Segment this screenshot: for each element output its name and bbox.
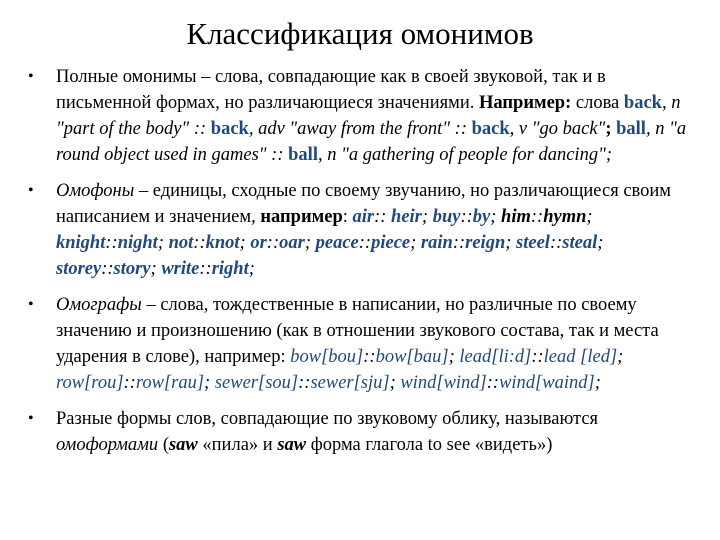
text-segment: :: xyxy=(105,233,118,253)
bullet-item xyxy=(24,178,694,282)
text-segment: back xyxy=(471,119,510,139)
text-segment: форма глагола to see «видеть») xyxy=(306,435,553,455)
text-segment: , n "a round object used in games" :: xyxy=(56,119,687,165)
text-segment: ; xyxy=(239,233,251,253)
bullet-marker: • xyxy=(28,296,34,313)
text-segment: ; xyxy=(304,233,316,253)
text-segment: back xyxy=(210,119,249,139)
text-segment: Омографы xyxy=(56,295,142,315)
text-segment: ; xyxy=(157,233,169,253)
text-segment: lead [led] xyxy=(543,347,618,367)
text-segment: write xyxy=(161,259,200,279)
text-segment: :: xyxy=(101,259,114,279)
text-segment: :: xyxy=(486,373,500,393)
text-segment: sewer[sou] xyxy=(214,373,299,393)
text-segment: heir xyxy=(391,207,422,227)
text-segment: bow[bau] xyxy=(375,347,449,367)
text-segment: ; xyxy=(597,233,604,253)
text-segment: :: xyxy=(193,233,206,253)
text-segment: saw xyxy=(277,435,307,455)
text-segment: night xyxy=(117,233,158,253)
text-segment: , adv "away from the front" :: xyxy=(248,119,472,139)
text-segment: , n "part of the body" :: xyxy=(56,93,681,139)
text-segment: Полные омонимы – слова, совпадающие как в своей звуковой, так и в письменной формах, но различающиеся значениями. xyxy=(56,67,606,113)
bullet-item xyxy=(24,64,694,168)
bullet-marker: • xyxy=(28,68,34,85)
bullet-item xyxy=(24,292,694,396)
text-segment: ball xyxy=(288,145,318,165)
text-segment: wind[wind] xyxy=(400,373,487,393)
text-segment: row[rau] xyxy=(135,373,205,393)
text-segment: слова xyxy=(571,93,624,113)
text-segment: – слова, тождественные в написании, но различные по своему значению и произношению (как в отношении звукового состава, так и места ударения в слове), например: xyxy=(56,295,659,367)
text-segment: lead[li:d] xyxy=(459,347,532,367)
text-segment: oar xyxy=(279,233,305,253)
text-segment: peace xyxy=(315,233,359,253)
text-segment: steal xyxy=(562,233,598,253)
bullet-list xyxy=(24,64,694,468)
text-segment: piece xyxy=(371,233,411,253)
text-segment: Омофоны xyxy=(56,181,135,201)
text-segment: ; xyxy=(605,119,612,139)
text-segment: by xyxy=(472,207,491,227)
text-segment: ; xyxy=(410,233,421,253)
text-segment: :: xyxy=(266,233,280,253)
text-segment: омоформами xyxy=(56,435,159,455)
text-segment: hymn xyxy=(543,207,587,227)
text-segment: ; xyxy=(617,347,624,367)
text-segment: ; xyxy=(248,259,255,279)
text-segment: : xyxy=(342,207,353,227)
text-segment: :: xyxy=(549,233,563,253)
text-segment: ; xyxy=(421,207,433,227)
text-segment: bow[bou] xyxy=(290,347,364,367)
text-segment: Например: xyxy=(478,93,572,113)
text-segment: right xyxy=(211,259,249,279)
text-segment: knot xyxy=(205,233,240,253)
text-segment: :: xyxy=(199,259,212,279)
text-segment: ; xyxy=(505,233,517,253)
text-segment: buy xyxy=(432,207,461,227)
text-segment: :: xyxy=(298,373,311,393)
text-segment: ; xyxy=(586,207,593,227)
text-segment: ; xyxy=(204,373,215,393)
text-segment: him xyxy=(501,207,531,227)
bullet-item xyxy=(24,406,694,458)
text-segment: storey xyxy=(56,259,102,279)
text-segment: :: xyxy=(363,347,376,367)
text-segment: air xyxy=(352,207,375,227)
text-segment: :: xyxy=(452,233,466,253)
text-segment: wind[waind] xyxy=(499,373,595,393)
bullet-marker: • xyxy=(28,410,34,427)
text-segment: back xyxy=(623,93,662,113)
text-segment: reign xyxy=(465,233,506,253)
text-segment: story xyxy=(113,259,151,279)
text-segment: :: xyxy=(123,373,136,393)
text-segment: :: xyxy=(374,207,392,227)
text-segment: rain xyxy=(420,233,453,253)
text-segment: например xyxy=(260,207,343,227)
text-segment: :: xyxy=(358,233,372,253)
text-segment: ball xyxy=(616,119,646,139)
text-segment: ; xyxy=(490,207,502,227)
text-segment: row[rou] xyxy=(56,373,124,393)
text-segment: ( xyxy=(158,435,169,455)
text-segment: not xyxy=(168,233,194,253)
text-segment: sewer[sju] xyxy=(310,373,390,393)
text-segment: , v "go back" xyxy=(509,119,606,139)
text-segment: knight xyxy=(56,233,106,253)
text-segment: , n "a gathering of people for dancing"; xyxy=(317,145,612,165)
text-segment: :: xyxy=(531,347,544,367)
text-segment: «пила» и xyxy=(197,435,278,455)
text-segment: :: xyxy=(530,207,544,227)
text-segment: ; xyxy=(389,373,401,393)
text-segment: ; xyxy=(594,373,601,393)
text-segment: :: xyxy=(460,207,473,227)
bullet-marker: • xyxy=(28,182,34,199)
slide-title: Классификация омонимов xyxy=(186,16,534,51)
text-segment: Разные формы слов, совпадающие по звуковому облику, называются xyxy=(56,409,599,429)
text-segment: or xyxy=(250,233,267,253)
text-segment: – единицы, сходные по своему звучанию, но различающиеся своим написанием и значением, xyxy=(56,181,672,227)
text-segment: saw xyxy=(168,435,198,455)
text-segment: ; xyxy=(448,347,460,367)
text-segment: steel xyxy=(516,233,550,253)
text-segment: ; xyxy=(150,259,162,279)
